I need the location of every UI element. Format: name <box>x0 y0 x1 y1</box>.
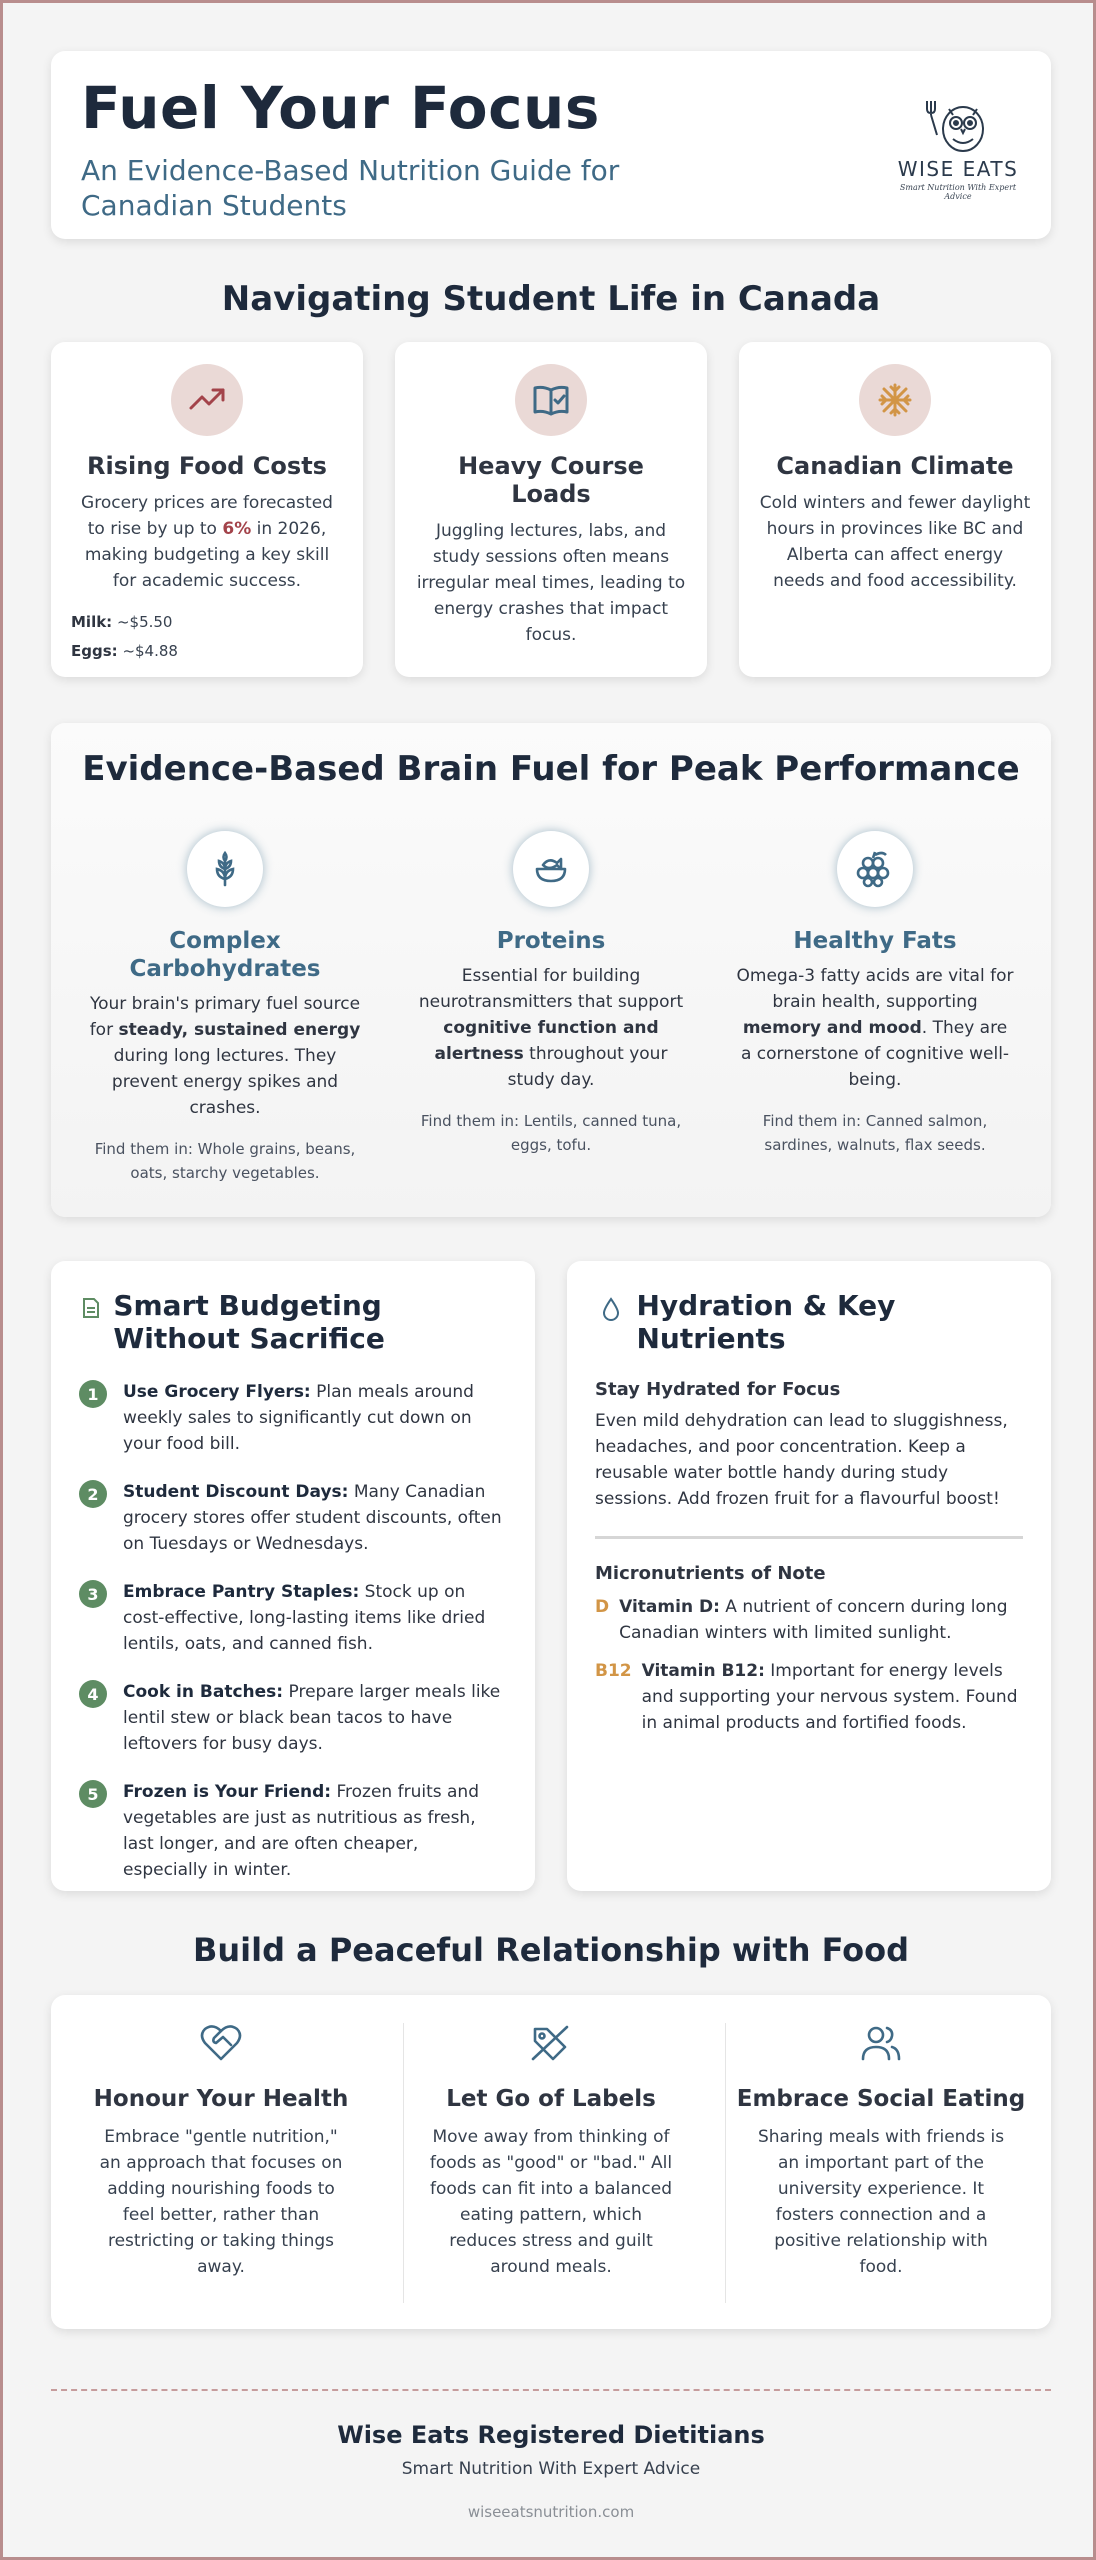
tag-off-icon <box>529 2023 573 2063</box>
fuel-title: Healthy Fats <box>793 928 957 954</box>
fuel-title: Proteins <box>496 928 606 954</box>
hydration-card <box>567 1261 1051 1891</box>
challenge-text: Cold winters and fewer daylight hours in provinces like BC and Alberta can affect energy needs and food accessibility. <box>759 493 1031 591</box>
brain-fuel-section <box>51 723 1051 1217</box>
challenge-card-course-loads <box>395 342 707 677</box>
relationship-text: Sharing meals with friends is an important part of the university experience. It fosters connection and a positive relationship with food. <box>757 2127 1005 2277</box>
book-check-icon <box>515 364 587 436</box>
challenge-title: Rising Food Costs <box>87 452 327 480</box>
wheat-icon <box>187 831 263 907</box>
heart-handshake-icon <box>199 2023 243 2063</box>
list-item: 4 Cook in Batches: Prepare larger meals like lentil stew or black bean tacos to have leftovers for busy days. <box>79 1679 507 1757</box>
snowflake-icon <box>859 364 931 436</box>
footer <box>51 2421 1051 2521</box>
relationship-item-health <box>61 2023 381 2280</box>
fuel-sources: Find them in: Lentils, canned tuna, eggs, tofu. <box>420 1112 682 1154</box>
relationship-item-labels <box>391 2023 711 2280</box>
fuel-sources: Find them in: Canned salmon, sardines, walnuts, flax seeds. <box>762 1112 988 1154</box>
wise-eats-logo <box>893 95 1023 201</box>
fuel-text: Your brain's primary fuel source for steady, sustained energy during long lectures. They prevent energy spikes and crashes. <box>89 994 361 1118</box>
logo-tagline: Smart Nutrition With Expert Advice <box>899 183 1017 201</box>
price-item-milk: Milk: ~$5.50 <box>71 613 173 631</box>
page-subtitle: An Evidence-Based Nutrition Guide for Canadian Students <box>81 153 620 222</box>
fuel-item-carbs <box>85 831 365 1185</box>
brain-fuel-heading: Evidence-Based Brain Fuel for Peak Performance <box>82 749 1020 789</box>
budgeting-heading: Smart Budgeting Without Sacrifice <box>113 1289 385 1355</box>
droplet-icon <box>595 1297 626 1321</box>
logo-brand: WISE EATS <box>897 157 1019 181</box>
divider <box>595 1536 1023 1539</box>
relationship-text: Embrace "gentle nutrition," an approach that focuses on adding nourishing foods to feel better, rather than restricting or taking things away. <box>99 2127 343 2277</box>
nutrient-item-vitamin-d: D Vitamin D: A nutrient of concern during long Canadian winters with limited sunlight. <box>595 1597 1008 1643</box>
challenge-title: Heavy Course Loads <box>458 452 644 508</box>
relationship-heading: Build a Peaceful Relationship with Food <box>192 1931 910 1969</box>
footer-website-link[interactable]: wiseeatsnutrition.com <box>467 2503 635 2521</box>
relationship-card <box>51 1995 1051 2329</box>
relationship-title: Let Go of Labels <box>446 2086 656 2112</box>
users-icon <box>859 2023 903 2063</box>
fish-bowl-icon <box>513 831 589 907</box>
micronutrients-subheading: Micronutrients of Note <box>595 1563 826 1584</box>
receipt-icon <box>79 1297 103 1319</box>
budgeting-card <box>51 1261 535 1891</box>
challenge-card-climate <box>739 342 1051 677</box>
list-item: 5 Frozen is Your Friend: Frozen fruits and vegetables are just as nutritious as fresh, last longer, and are often cheaper, especially in winter. <box>79 1779 507 1883</box>
fuel-item-fats <box>735 831 1015 1157</box>
list-item: 3 Embrace Pantry Staples: Stock up on cost-effective, long-lasting items like dried lentils, oats, and canned fish. <box>79 1579 507 1657</box>
price-increase-highlight: 6% <box>222 519 252 539</box>
footer-divider <box>51 2389 1051 2391</box>
hydration-header <box>595 1289 1023 1355</box>
page-title: Fuel Your Focus <box>81 74 600 142</box>
challenge-title: Canadian Climate <box>776 452 1014 480</box>
list-item: 1 Use Grocery Flyers: Plan meals around weekly sales to significantly cut down on your food bill. <box>79 1379 507 1457</box>
footer-slogan: Smart Nutrition With Expert Advice <box>401 2459 701 2479</box>
budget-tips-list <box>79 1379 507 1883</box>
budgeting-header <box>79 1289 507 1355</box>
challenge-card-food-costs <box>51 342 363 677</box>
fuel-item-proteins <box>411 831 691 1157</box>
fuel-text: Omega-3 fatty acids are vital for brain health, supporting memory and mood. They are a cornerstone of cognitive well-being. <box>736 966 1014 1090</box>
relationship-title: Honour Your Health <box>93 2086 349 2112</box>
trending-up-icon <box>171 364 243 436</box>
fuel-sources: Find them in: Whole grains, beans, oats, starchy vegetables. <box>94 1140 356 1182</box>
grapes-icon <box>837 831 913 907</box>
footer-org-name: Wise Eats Registered Dietitians <box>337 2421 765 2449</box>
fuel-title: Complex Carbohydrates <box>129 928 321 982</box>
price-list <box>71 608 343 666</box>
challenges-heading: Navigating Student Life in Canada <box>221 279 881 319</box>
challenge-text: Juggling lectures, labs, and study sessions often means irregular meal times, leading to energy crashes that impact focus. <box>416 521 686 645</box>
hydration-subheading: Stay Hydrated for Focus <box>595 1379 841 1400</box>
fuel-text: Essential for building neurotransmitters that support cognitive function and alertness throughout your study day. <box>418 966 684 1090</box>
owl-icon <box>923 95 993 157</box>
challenge-text: Grocery prices are forecasted to rise by up to 6% in 2026, making budgeting a key skill for academic success. <box>81 493 333 591</box>
hydration-text: Even mild dehydration can lead to sluggishness, headaches, and poor concentration. Keep a reusable water bottle handy during study sessions. Add frozen fruit for a flavourful boost! <box>595 1411 1008 1509</box>
relationship-title: Embrace Social Eating <box>736 2086 1026 2112</box>
relationship-text: Move away from thinking of foods as "good" or "bad." All foods can fit into a balanced eating pattern, which reduces stress and guilt around meals. <box>429 2127 673 2277</box>
price-item-eggs: Eggs: ~$4.88 <box>71 642 178 660</box>
header-banner <box>51 51 1051 239</box>
hydration-heading: Hydration & Key Nutrients <box>636 1289 896 1355</box>
relationship-item-social <box>721 2023 1041 2280</box>
nutrient-item-vitamin-b12: B12 Vitamin B12: Important for energy levels and supporting your nervous system. Found in animal products and fortified foods. <box>595 1661 1018 1733</box>
list-item: 2 Student Discount Days: Many Canadian grocery stores offer student discounts, often on Tuesdays or Wednesdays. <box>79 1479 507 1557</box>
